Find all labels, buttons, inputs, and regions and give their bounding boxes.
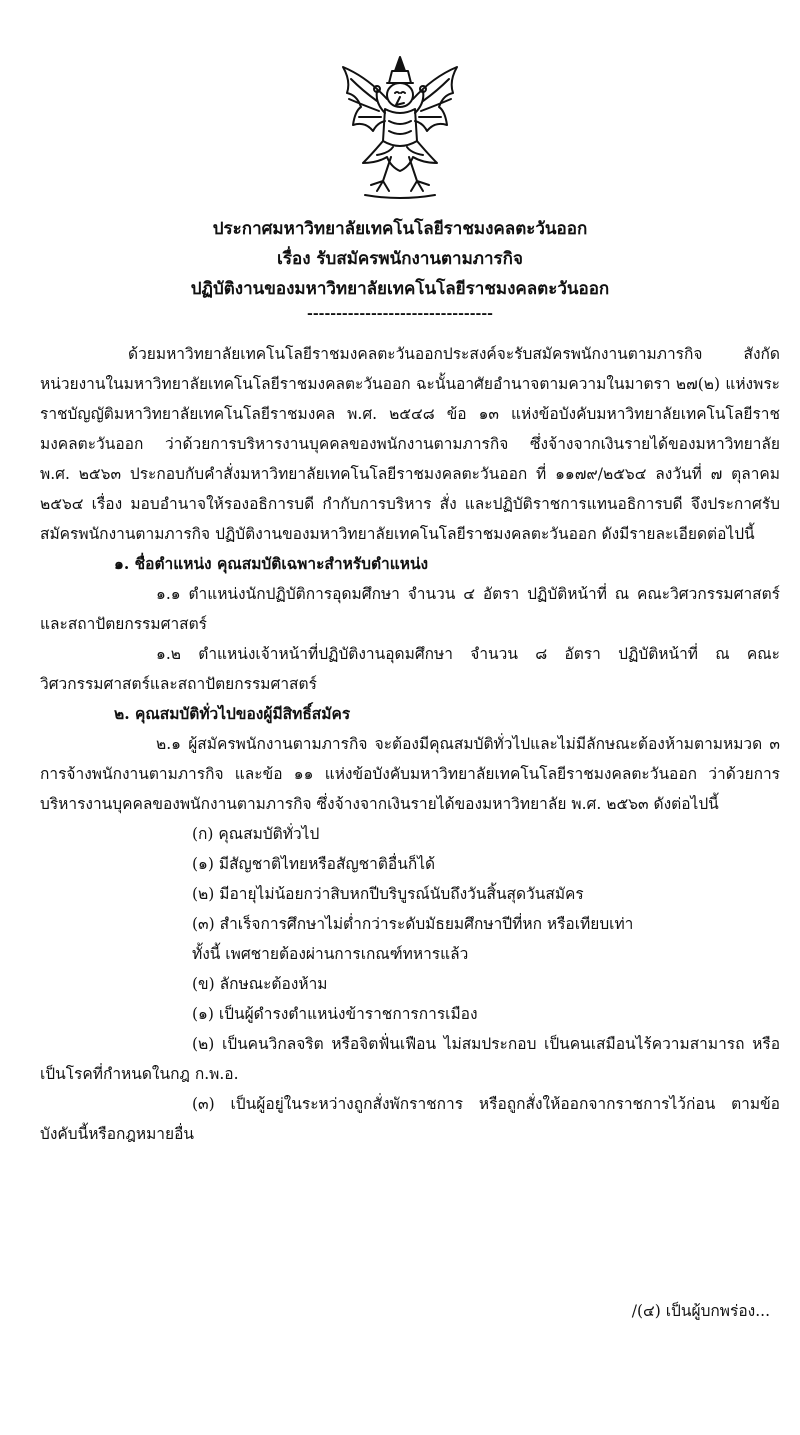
prohibited-item: (๑) เป็นผู้ดำรงตำแหน่งข้าราชการการเมือง (192, 1005, 478, 1023)
announcement-subject-cont: ปฏิบัติงานของมหาวิทยาลัยเทคโนโลยีราชมงคลตะวันออก (190, 279, 610, 299)
prohibited-item: (๒) เป็นคนวิกลจริต หรือจิตฟั่นเฟือน ไม่สมประกอบ เป็นคนเสมือนไร้ความสามารถ หรือเป็นโรคที่กำหนดในกฎ ก.พ.อ. (40, 1035, 780, 1083)
general-qualification-item: (๒) มีอายุไม่น้อยกว่าสิบหกปีบริบูรณ์นับถึงวันสิ้นสุดวันสมัคร (192, 885, 584, 903)
general-qualification-item: (๓) สำเร็จการศึกษาไม่ต่ำกว่าระดับมัธยมศึกษาปีที่หก หรือเทียบเท่า (192, 915, 634, 933)
announcement-subject: เรื่อง รับสมัครพนักงานตามภารกิจ (277, 249, 523, 269)
general-qualification-note: ทั้งนี้ เพศชายต้องผ่านการเกณฑ์ทหารแล้ว (192, 945, 469, 963)
section1-heading: ๑. ชื่อตำแหน่ง คุณสมบัติเฉพาะสำหรับตำแหน่ง (114, 554, 429, 573)
intro-paragraph: ด้วยมหาวิทยาลัยเทคโนโลยีราชมงคลตะวันออกประสงค์จะรับสมัครพนักงานตามภารกิจ สังกัดหน่วยงานในมหาวิทยาลัยเทคโนโลยีราชมงคลตะวันออก ฉะนั้นอาศัยอำนาจตามความในมาตรา ๒๗(๒) แห่งพระราชบัญญัติมหาวิทยาลัยเทคโนโลยีราชมงคล พ.ศ. ๒๕๔๘ ข้อ ๑๓ แห่งข้อบังคับมหาวิทยาลัยเทคโนโลยีราชมงคลตะวันออก ว่าด้วยการบริหารงานบุคคลของพนักงานตามภารกิจ ซึ่งจ้างจากเงินรายได้ของมหาวิทยาลัย พ.ศ. ๒๕๖๓ ประกอบกับคำสั่งมหาวิทยาลัยเทคโนโลยีราชมงคลตะวันออก ที่ ๑๑๗๙/๒๕๖๔ ลงวันที่ ๗ ตุลาคม ๒๕๖๔ เรื่อง มอบอำนาจให้รองอธิการบดี กำกับการบริหาร สั่ง และปฏิบัติราชการแทนอธิการบดี จึงประกาศรับสมัครพนักงานตามภารกิจ ปฏิบัติงานของมหาวิทยาลัยเทคโนโลยีราชมงคลตะวันออก ดังมีรายละเอียดต่อไปนี้ (40, 345, 780, 543)
section1-item: ๑.๑ ตำแหน่งนักปฏิบัติการอุดมศึกษา จำนวน ๔ อัตรา ปฏิบัติหน้าที่ ณ คณะวิศวกรรมศาสตร์และสถาปัตยกรรมศาสตร์ (40, 585, 780, 633)
section2-intro: ๒.๑ ผู้สมัครพนักงานตามภารกิจ จะต้องมีคุณสมบัติทั่วไปและไม่มีลักษณะต้องห้ามตามหมวด ๓ การจ้างพนักงานตามภารกิจ และข้อ ๑๑ แห่งข้อบังคับมหาวิทยาลัยเทคโนโลยีราชมงคลตะวันออก ว่าด้วยการบริหารงานบุคคลของพนักงานตามภารกิจ ซึ่งจ้างจากเงินรายได้ของมหาวิทยาลัย พ.ศ. ๒๕๖๓ ดังต่อไปนี้ (40, 735, 780, 813)
general-qualification-item: (๑) มีสัญชาติไทยหรือสัญชาติอื่นก็ได้ (192, 855, 436, 873)
section2-heading: ๒. คุณสมบัติทั่วไปของผู้มีสิทธิ์สมัคร (114, 704, 351, 723)
garuda-emblem-icon (337, 55, 463, 200)
prohibited-title: (ข) ลักษณะต้องห้าม (192, 975, 328, 993)
header-separator: -------------------------------- (307, 306, 493, 322)
announcement-header (0, 214, 800, 324)
announcement-title: ประกาศมหาวิทยาลัยเทคโนโลยีราชมงคลตะวันออก (212, 219, 588, 239)
general-qualifications-title: (ก) คุณสมบัติทั่วไป (192, 825, 320, 843)
announcement-body (40, 339, 780, 1149)
continuation-note: /(๔) เป็นผู้บกพร่อง... (631, 1302, 770, 1320)
prohibited-item: (๓) เป็นผู้อยู่ในระหว่างถูกสั่งพักราชการ หรือถูกสั่งให้ออกจากราชการไว้ก่อน ตามข้อบังคับนี้หรือกฎหมายอื่น (40, 1095, 780, 1143)
section1-item: ๑.๒ ตำแหน่งเจ้าหน้าที่ปฏิบัติงานอุดมศึกษา จำนวน ๘ อัตรา ปฏิบัติหน้าที่ ณ คณะวิศวกรรมศาสตร์และสถาปัตยกรรมศาสตร์ (40, 645, 780, 693)
